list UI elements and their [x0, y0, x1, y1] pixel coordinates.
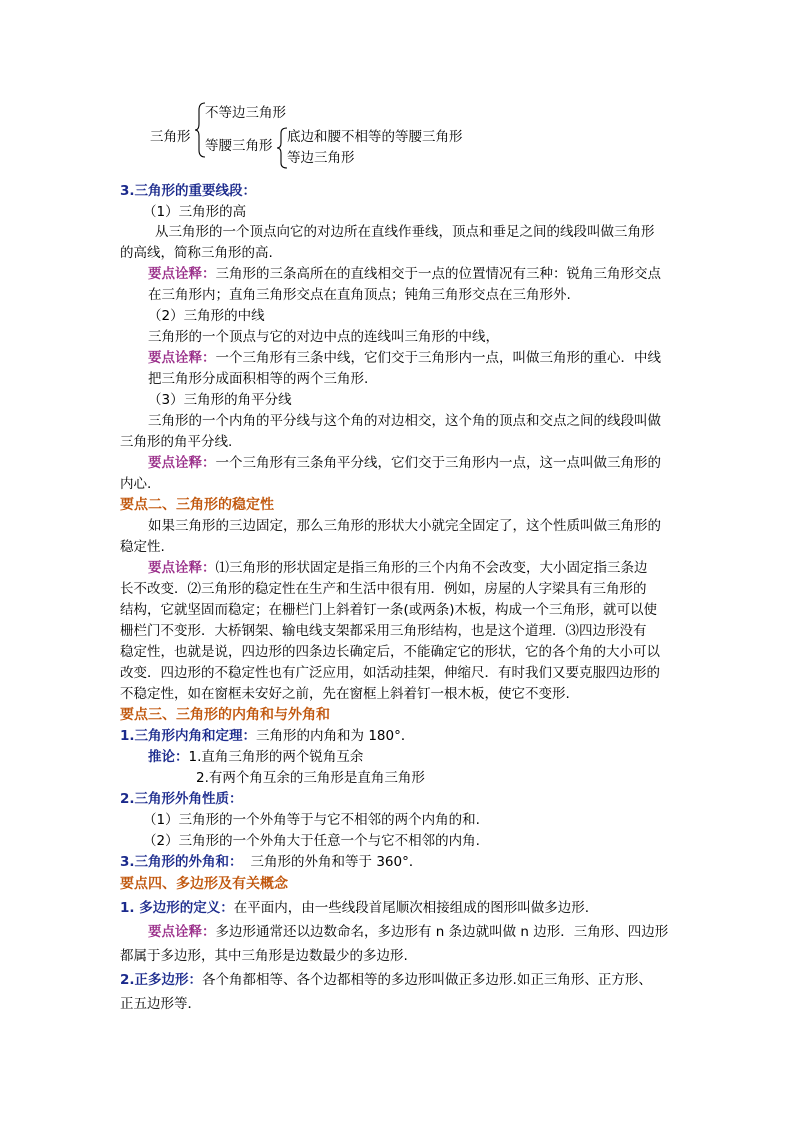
sec3-h1-text-1: 从三角形的一个顶点向它的对边所在直线作垂线，顶点和垂足之间的线段叫做三角形 [155, 224, 655, 240]
sec3-h2: （2）三角形的中线 [148, 308, 265, 324]
sec3-h1-note-1 [148, 264, 661, 284]
p4-s1-text: 在平面内，由一些线段首尾顺次相接组成的图形叫做多边形. [233, 900, 590, 916]
p4-s2-label: 2.正多边形： [120, 972, 203, 988]
p2-note-1 [148, 558, 648, 578]
p2-note-5: 稳定性，也就是说，四边形的四条边长确定后，不能确定它的形状，它的各个角的大小可以 [120, 644, 660, 660]
p4-s2-text-2: 正五边形等． [120, 996, 201, 1012]
p2-heading: 要点二、三角形的稳定性 [120, 497, 274, 513]
class-isosceles: 等腰三角形 [205, 138, 273, 154]
p3-s1-text: 三角形的内角和为 180°． [256, 728, 415, 744]
note-text: 多边形通常还以边数命名，多边形有 n 条边就叫做 n 边形．三角形、四边形 [215, 924, 669, 940]
p4-s1 [120, 898, 589, 918]
sec3-h2-note-1 [148, 348, 661, 368]
p2-note-7: 不稳定性，如在窗框未安好之前，先在窗框上斜着钉一根木板，使它不变形. [120, 686, 570, 702]
note-text: 三角形的三条高所在的直线相交于一点的位置情况有三种：锐角三角形交点 [215, 266, 661, 282]
p2-note-6: 改变．四边形的不稳定性也有广泛应用，如活动挂架，伸缩尺．有时我们又要克服四边形的 [120, 665, 660, 681]
class-equilateral: 等边三角形 [287, 150, 355, 166]
class-scalene: 不等边三角形 [205, 105, 286, 121]
note-text: 一个三角形有三条角平分线，它们交于三角形内一点，这一点叫做三角形的 [215, 455, 661, 471]
note-text: 一个三角形有三条中线，它们交于三角形内一点，叫做三角形的重心．中线 [215, 350, 661, 366]
p3-s1 [120, 726, 414, 746]
p2-note-2: 长不改变．⑵三角形的稳定性在生产和生活中很有用．例如，房屋的人字梁具有三角形的 [120, 581, 647, 597]
sec3-h1-text-2: 的高线，简称三角形的高. [120, 245, 273, 261]
p4-s2-text-1: 各个角都相等、各个边都相等的多边形叫做正多边形.如正三角形、正方形、 [202, 972, 652, 988]
p4-note-2: 都属于多边形，其中三角形是边数最少的多边形. [120, 948, 408, 964]
p2-note-3: 结构，它就坚固而稳定；在栅栏门上斜着钉一条(或两条)木板，构成一个三角形，就可以使 [120, 602, 658, 618]
sec3-h2-text: 三角形的一个顶点与它的对边中点的连线叫三角形的中线， [148, 329, 499, 345]
sec3-h3: （3）三角形的角平分线 [148, 392, 292, 408]
p3-heading: 要点三、三角形的内角和与外角和 [120, 707, 330, 723]
p3-s3-label: 3.三角形的外角和： [120, 854, 243, 870]
note-label: 要点诠释： [148, 350, 216, 366]
sec3-h3-note-2: 内心. [120, 476, 152, 492]
note-label: 要点诠释： [148, 560, 216, 576]
p3-corollary-label: 推论： [148, 749, 189, 765]
p3-s2-item-2: （2）三角形的一个外角大于任意一个与它不相邻的内角. [143, 833, 480, 849]
note-label: 要点诠释： [148, 266, 216, 282]
p3-s1-label: 1.三角形内角和定理： [120, 728, 257, 744]
sec3-h3-text-1: 三角形的一个内角的平分线与这个角的对边相交，这个角的顶点和交点之间的线段叫做 [148, 413, 661, 429]
sec3-h2-note-2: 把三角形分成面积相等的两个三角形. [148, 371, 369, 387]
class-root: 三角形 [150, 129, 191, 145]
p3-s3-text: 三角形的外角和等于 360°． [250, 854, 423, 870]
note-label: 要点诠释： [148, 924, 216, 940]
p4-s1-label: 1. 多边形的定义： [120, 900, 234, 916]
p2-note-4: 栅栏门不变形．大桥钢架、输电线支架都采用三角形结构，也是这个道理．⑶四边形没有 [120, 623, 647, 639]
p3-corollary-1 [148, 747, 363, 767]
sec3-h3-note-1 [148, 453, 661, 473]
note-text: ⑴三角形的形状固定是指三角形的三个内角不会改变，大小固定指三条边 [215, 560, 648, 576]
p2-text-2: 稳定性. [120, 539, 165, 555]
sec3-h3-text-2: 三角形的角平分线. [120, 434, 233, 450]
p4-s2 [120, 970, 652, 990]
p3-s2-label: 2.三角形外角性质： [120, 791, 243, 807]
p4-heading: 要点四、多边形及有关概念 [120, 876, 288, 892]
note-label: 要点诠释： [148, 455, 216, 471]
sec3-h1: （1）三角形的高 [143, 204, 247, 220]
p2-text-1: 如果三角形的三边固定，那么三角形的形状大小就完全固定了，这个性质叫做三角形的 [148, 518, 661, 534]
p3-s2-item-1: （1）三角形的一个外角等于与它不相邻的两个内角的和. [143, 812, 480, 828]
p3-corollary-text-1: 1.直角三角形的两个锐角互余 [188, 749, 364, 765]
class-iso-non-equal: 底边和腰不相等的等腰三角形 [287, 129, 463, 145]
p3-corollary-2: 2.有两个角互余的三角形是直角三角形 [196, 770, 425, 786]
p4-note-1 [148, 922, 668, 942]
p3-s3 [120, 852, 422, 872]
sec3-h1-note-2: 在三角形内；直角三角形交点在直角顶点；钝角三角形交点在三角形外. [148, 287, 571, 303]
sec3-heading: 3.三角形的重要线段： [120, 183, 257, 199]
